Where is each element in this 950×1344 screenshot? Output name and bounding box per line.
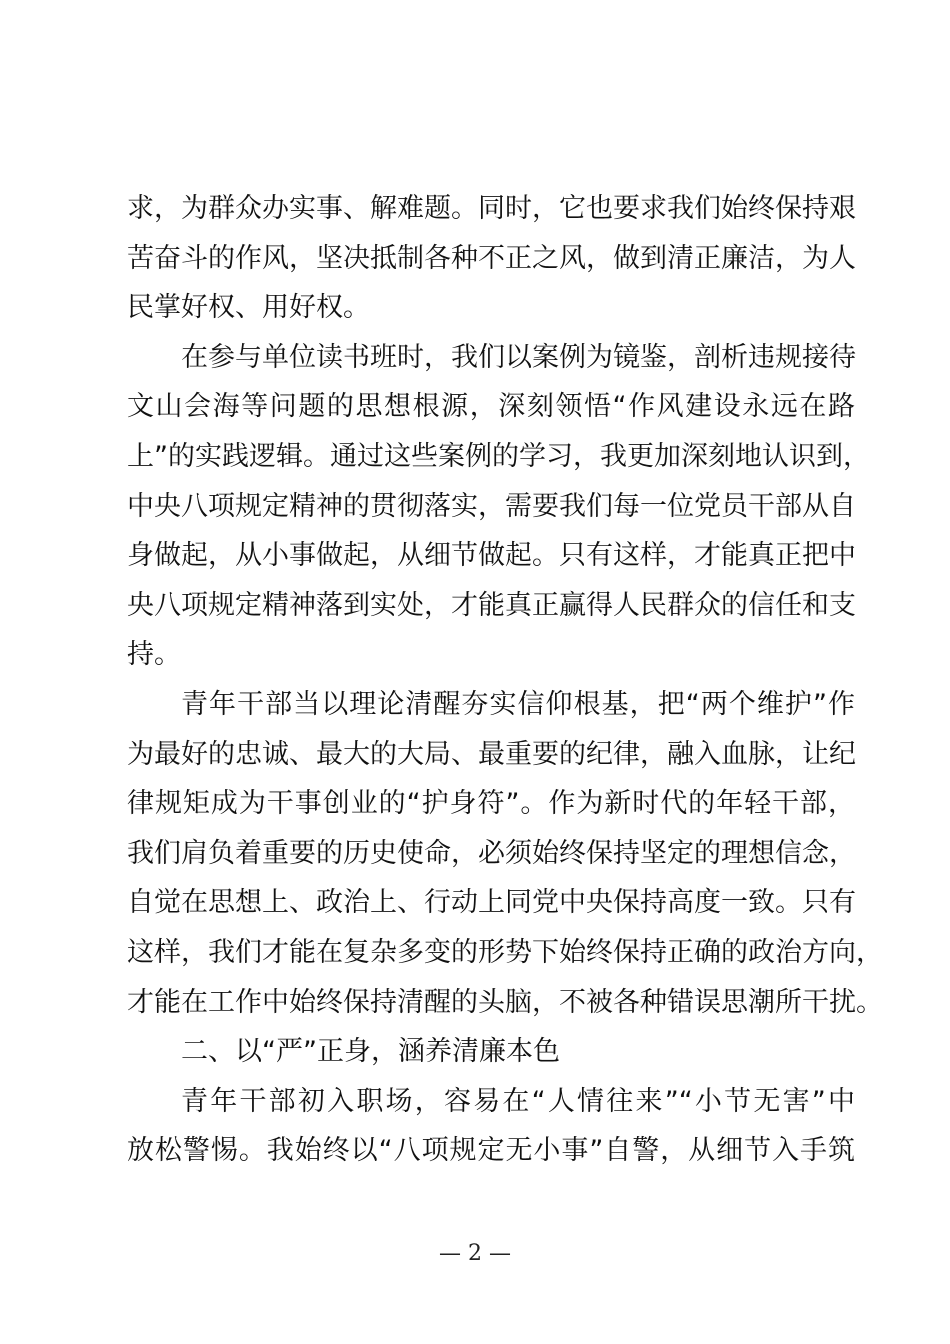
text-line: 中央八项规定精神的贯彻落实，需要我们每一位党员干部从自 xyxy=(127,490,856,522)
text-line: 持。 xyxy=(127,639,181,671)
text-line: 苦奋斗的作风，坚决抵制各种不正之风，做到清正廉洁，为人 xyxy=(127,242,856,274)
text-line: 才能在工作中始终保持清醒的头脑，不被各种错误思潮所干扰。 xyxy=(127,986,883,1018)
text-line: 求，为群众办实事、解难题。同时，它也要求我们始终保持艰 xyxy=(127,193,856,224)
paragraph-first-line: 青年干部当以理论清醒夯实信仰根基，把“两个维护”作 xyxy=(181,688,855,720)
text-line: 律规矩成为干事创业的“护身符”。作为新时代的年轻干部， xyxy=(127,788,855,820)
text-line: 上”的实践逻辑。通过这些案例的学习，我更加深刻地认识到， xyxy=(127,440,870,472)
section-heading: 二、以“严”正身，涵养清廉本色 xyxy=(181,1036,560,1068)
paragraph-first-line: 青年干部初入职场，容易在“人情往来”“小节无害”中 xyxy=(181,1085,855,1117)
text-line: 自觉在思想上、政治上、行动上同党中央保持高度一致。只有 xyxy=(127,887,856,919)
text-line: 这样，我们才能在复杂多变的形势下始终保持正确的政治方向， xyxy=(127,936,883,968)
paragraph-first-line: 在参与单位读书班时，我们以案例为镜鉴，剖析违规接待 xyxy=(181,341,856,373)
text-line: 央八项规定精神落到实处，才能真正赢得人民群众的信任和支 xyxy=(127,589,856,621)
text-line: 文山会海等问题的思想根源，深刻领悟“作风建设永远在路 xyxy=(127,391,855,423)
text-line: 放松警惕。我始终以“八项规定无小事”自警，从细节入手筑 xyxy=(127,1135,855,1167)
text-line: 我们肩负着重要的历史使命，必须始终保持坚定的理想信念， xyxy=(127,837,856,869)
page-number: — 2 — xyxy=(439,1241,511,1266)
text-line: 民掌好权、用好权。 xyxy=(127,292,370,324)
text-line: 为最好的忠诚、最大的大局、最重要的纪律，融入血脉，让纪 xyxy=(127,738,856,770)
text-line: 身做起，从小事做起，从细节做起。只有这样，才能真正把中 xyxy=(127,540,856,572)
body-text xyxy=(127,184,883,1176)
